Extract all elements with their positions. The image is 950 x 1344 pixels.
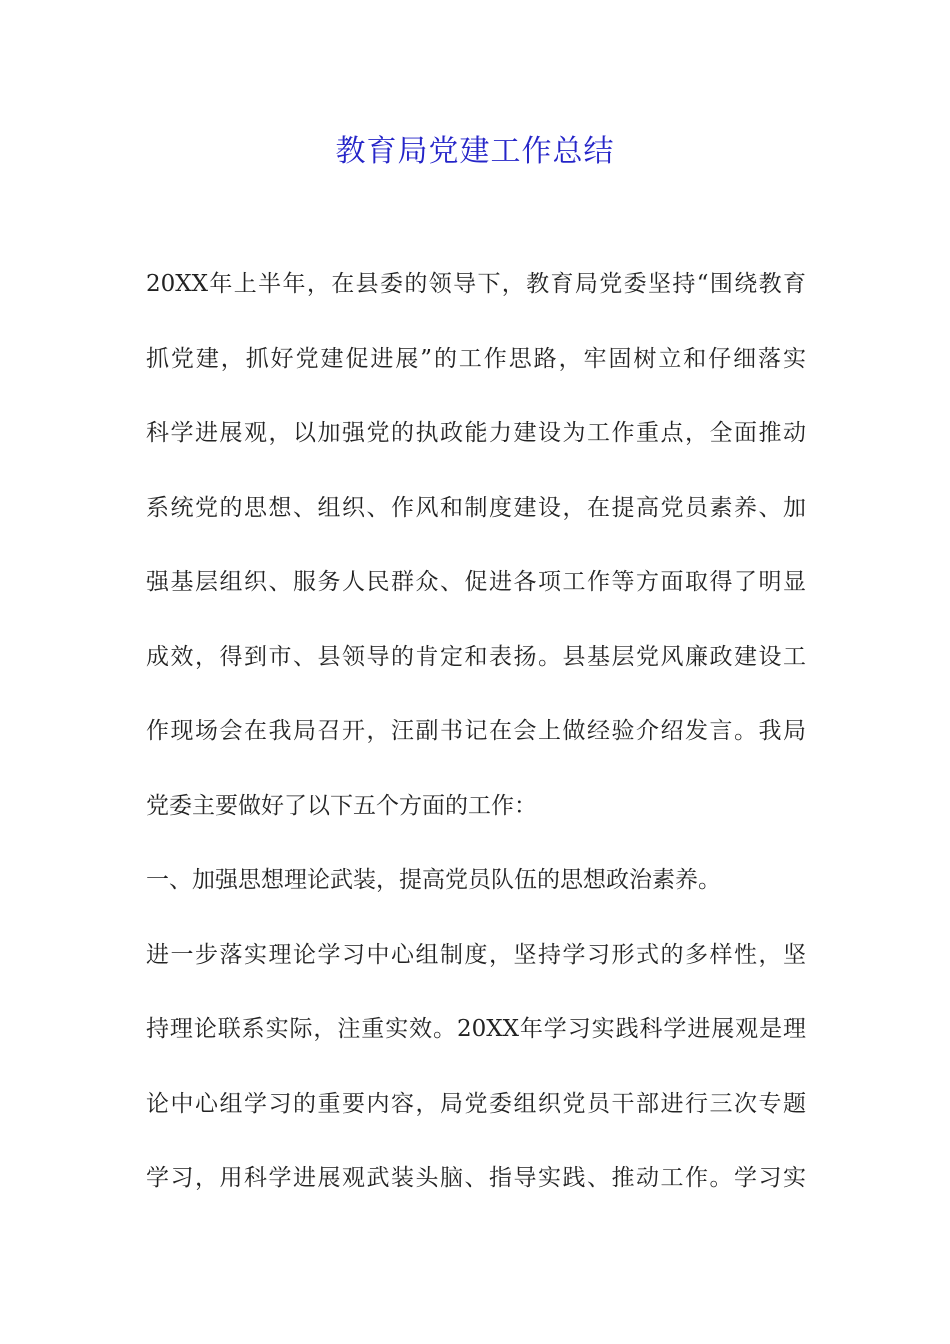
body-line: 科学进展观，以加强党的执政能力建设为工作重点，全面推动 — [146, 420, 806, 446]
body-line: 强基层组织、服务人民群众、促进各项工作等方面取得了明显 — [146, 569, 806, 595]
body-line: 作现场会在我局召开，汪副书记在会上做经验介绍发言。我局 — [146, 718, 806, 744]
body-line: 论中心组学习的重要内容，局党委组织党员干部进行三次专题 — [146, 1091, 806, 1117]
body-line: 系统党的思想、组织、作风和制度建设，在提高党员素养、加 — [146, 495, 806, 521]
body-line: 抓党建，抓好党建促进展”的工作思路，牢固树立和仔细落实 — [146, 346, 806, 372]
section-heading: 一、加强思想理论武装，提高党员队伍的思想政治素养。 — [146, 867, 721, 893]
body-line: 党委主要做好了以下五个方面的工作： — [146, 793, 537, 819]
body-line: 成效，得到市、县领导的肯定和表扬。县基层党风廉政建设工 — [146, 644, 806, 670]
body-line: 学习，用科学进展观武装头脑、指导实践、推动工作。学习实 — [146, 1165, 806, 1191]
body-line: 持理论联系实际，注重实效。20XX年学习实践科学进展观是理 — [146, 1016, 806, 1042]
document-title: 教育局党建工作总结 — [335, 134, 615, 169]
body-line: 20XX年上半年，在县委的领导下，教育局党委坚持“围绕教育 — [146, 271, 806, 297]
body-line: 进一步落实理论学习中心组制度，坚持学习形式的多样性，坚 — [146, 942, 806, 968]
